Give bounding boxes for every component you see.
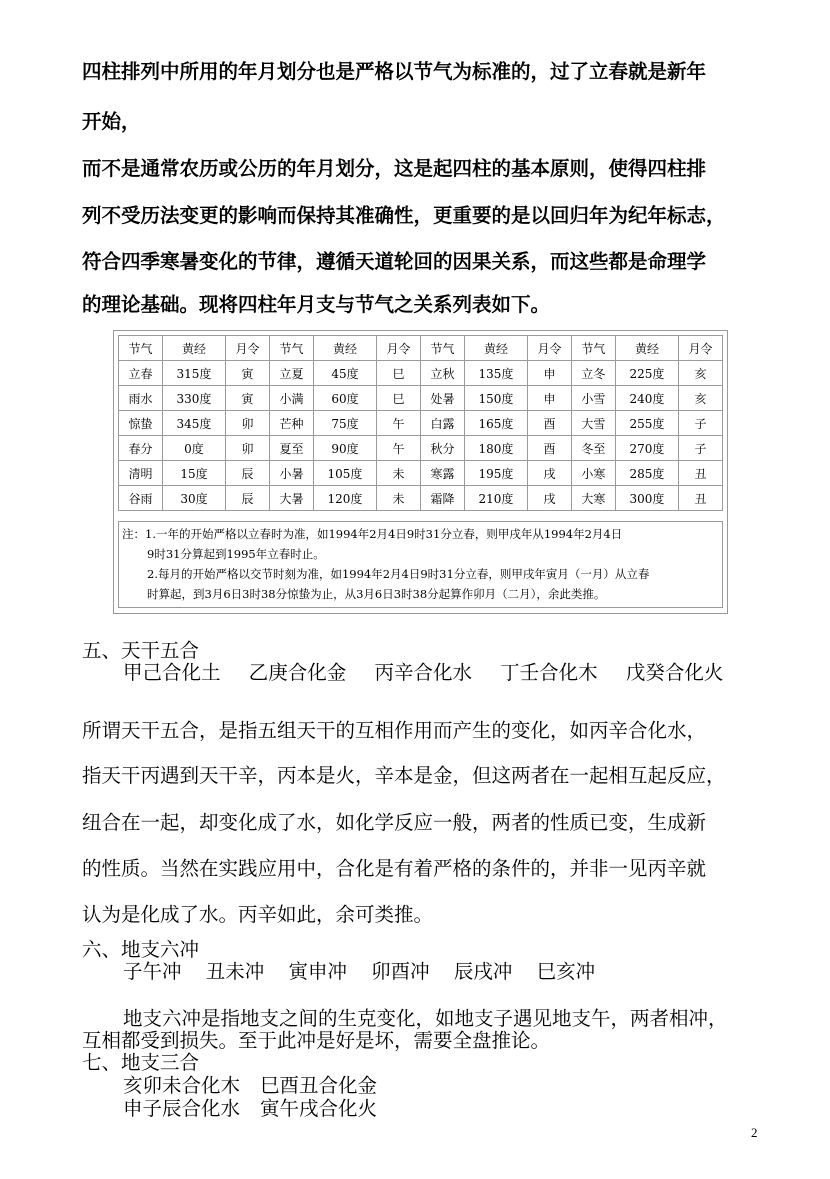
table-cell: 白露 (420, 411, 464, 436)
table-row (119, 486, 723, 511)
table-cell: 申 (528, 361, 572, 386)
clash-item: 丑未冲 (205, 960, 265, 983)
table-cell: 小雪 (571, 386, 615, 411)
table-cell: 225度 (615, 361, 678, 386)
combination-item: 丁壬合化木 (500, 661, 598, 684)
solar-term-table-box (113, 330, 728, 614)
table-cell: 15度 (162, 461, 225, 486)
paragraph-line: 纽合在一起，却变化成了水，如化学反应一般，两者的性质已变，生成新 (82, 811, 707, 834)
table-cell: 午 (377, 411, 421, 436)
paragraph-line: 指天干丙遇到天干辛，丙本是火，辛本是金，但这两者在一起相互起反应， (82, 764, 726, 787)
table-cell: 子 (678, 411, 722, 436)
table-note-line: 时算起，到3月6日3时38分惊蛰为止，从3月6日3时38分起算作卯月（二月），余此类推。 (147, 587, 606, 601)
combination-item: 寅午戌合化火 (260, 1097, 378, 1120)
table-cell: 330度 (162, 386, 225, 411)
table-cell: 195度 (464, 461, 527, 486)
table-cell: 75度 (313, 411, 376, 436)
table-cell: 90度 (313, 436, 376, 461)
table-cell: 300度 (615, 486, 678, 511)
table-cell: 秋分 (420, 436, 464, 461)
table-cell: 255度 (615, 411, 678, 436)
table-cell: 处暑 (420, 386, 464, 411)
table-header: 节气 (420, 336, 464, 361)
table-header: 节气 (269, 336, 313, 361)
paragraph-line: 而不是通常农历或公历的年月划分，这是起四柱的基本原则，使得四柱排 (82, 157, 707, 180)
table-cell: 卯 (226, 411, 270, 436)
table-cell: 芒种 (269, 411, 313, 436)
table-cell: 150度 (464, 386, 527, 411)
table-cell: 巳 (377, 361, 421, 386)
combination-item: 巳酉丑合化金 (260, 1074, 378, 1097)
paragraph-line: 地支六冲是指地支之间的生克变化，如地支子遇见地支午，两者相冲， (123, 1007, 728, 1030)
table-cell: 315度 (162, 361, 225, 386)
table-cell: 子 (678, 436, 722, 461)
combination-item: 亥卯未合化木 (123, 1074, 241, 1097)
section-heading: 五、天干五合 (82, 639, 200, 662)
table-cell: 大寒 (571, 486, 615, 511)
table-header: 黄经 (464, 336, 527, 361)
table-row (119, 436, 723, 461)
table-cell: 巳 (377, 386, 421, 411)
table-cell: 雨水 (119, 386, 163, 411)
table-cell: 180度 (464, 436, 527, 461)
table-cell: 丑 (678, 461, 722, 486)
table-cell: 惊蛰 (119, 411, 163, 436)
clash-item: 寅申冲 (288, 960, 347, 983)
table-note-line: 9时31分算起到1995年立春时止。 (147, 547, 325, 561)
section-heading: 六、地支六冲 (82, 938, 200, 961)
table-cell: 夏至 (269, 436, 313, 461)
clash-item: 卯酉冲 (371, 960, 430, 983)
combination-item: 戊癸合化火 (625, 661, 724, 684)
table-cell: 清明 (119, 461, 163, 486)
table-row (119, 461, 723, 486)
table-cell: 小满 (269, 386, 313, 411)
table-cell: 卯 (226, 436, 270, 461)
table-cell: 小暑 (269, 461, 313, 486)
paragraph-line: 符合四季寒暑变化的节律，遵循天道轮回的因果关系，而这些都是命理学 (82, 250, 707, 273)
table-row (119, 361, 723, 386)
table-cell: 寒露 (420, 461, 464, 486)
table-cell: 冬至 (571, 436, 615, 461)
table-cell: 30度 (162, 486, 225, 511)
table-cell: 辰 (226, 486, 270, 511)
table-cell: 165度 (464, 411, 527, 436)
paragraph-line: 开始， (82, 110, 141, 133)
paragraph-line: 的理论基础。现将四柱年月支与节气之关系列表如下。 (82, 293, 551, 316)
table-cell: 240度 (615, 386, 678, 411)
table-cell: 戌 (528, 461, 572, 486)
table-cell: 大暑 (269, 486, 313, 511)
table-header: 月令 (528, 336, 572, 361)
table-header: 节气 (119, 336, 163, 361)
table-notes (118, 521, 723, 608)
table-cell: 立春 (119, 361, 163, 386)
table-cell: 丑 (678, 486, 722, 511)
table-header-row (119, 336, 723, 361)
paragraph-line: 所谓天干五合，是指五组天干的互相作用而产生的变化，如丙辛合化水， (82, 719, 707, 742)
section-heading: 七、地支三合 (82, 1051, 200, 1074)
table-cell: 0度 (162, 436, 225, 461)
clash-item: 子午冲 (123, 960, 182, 983)
table-cell: 霜降 (420, 486, 464, 511)
table-cell: 210度 (464, 486, 527, 511)
paragraph-line: 列不受历法变更的影响而保持其准确性，更重要的是以回归年为纪年标志， (82, 204, 726, 227)
table-cell: 45度 (313, 361, 376, 386)
table-cell: 未 (377, 486, 421, 511)
paragraph-line: 互相都受到损失。至于此冲是好是坏，需要全盘推论。 (82, 1029, 551, 1052)
combination-item: 丙辛合化水 (374, 661, 472, 684)
heavenly-combinations (123, 663, 745, 683)
table-cell: 立夏 (269, 361, 313, 386)
table-cell: 申 (528, 386, 572, 411)
combination-item: 申子辰合化水 (123, 1097, 241, 1120)
table-header: 节气 (571, 336, 615, 361)
table-cell: 辰 (226, 461, 270, 486)
table-cell: 345度 (162, 411, 225, 436)
paragraph-line: 认为是化成了水。丙辛如此，余可类推。 (82, 903, 434, 926)
table-row (119, 386, 723, 411)
paragraph-line: 的性质。当然在实践应用中，合化是有着严格的条件的，并非一见丙辛就 (82, 857, 707, 880)
table-cell: 135度 (464, 361, 527, 386)
table-cell: 立冬 (571, 361, 615, 386)
earthly-clashes (123, 962, 613, 982)
table-row (119, 411, 723, 436)
table-cell: 285度 (615, 461, 678, 486)
table-header: 黄经 (162, 336, 225, 361)
table-cell: 春分 (119, 436, 163, 461)
table-cell: 酉 (528, 436, 572, 461)
table-cell: 寅 (226, 386, 270, 411)
table-note-line: 2.每月的开始严格以交节时刻为准，如1994年2月4日9时31分立春，则甲戌年寅月（一月）从立春 (147, 567, 650, 581)
clash-item: 辰戌冲 (453, 960, 513, 983)
table-header: 月令 (377, 336, 421, 361)
table-note-line: 注：1.一年的开始严格以立春时为准，如1994年2月4日9时31分立春，则甲戌年从1994年2月4日 (122, 527, 623, 541)
table-header: 月令 (678, 336, 722, 361)
table-cell: 105度 (313, 461, 376, 486)
table-cell: 小寒 (571, 461, 615, 486)
table-header: 黄经 (615, 336, 678, 361)
table-cell: 立秋 (420, 361, 464, 386)
paragraph-line: 四柱排列中所用的年月划分也是严格以节气为标准的，过了立春就是新年 (82, 60, 707, 83)
table-cell: 午 (377, 436, 421, 461)
table-cell: 270度 (615, 436, 678, 461)
table-cell: 亥 (678, 361, 722, 386)
table-cell: 谷雨 (119, 486, 163, 511)
table-header: 黄经 (313, 336, 376, 361)
triple-combo-row (123, 1076, 377, 1096)
table-cell: 120度 (313, 486, 376, 511)
table-cell: 酉 (528, 411, 572, 436)
combination-item: 乙庚合化金 (248, 661, 347, 684)
combination-item: 甲己合化土 (123, 661, 221, 684)
table-cell: 60度 (313, 386, 376, 411)
table-cell: 戌 (528, 486, 572, 511)
page-number: 2 (751, 1125, 758, 1140)
table-cell: 未 (377, 461, 421, 486)
table-cell: 大雪 (571, 411, 615, 436)
solar-term-table (118, 335, 723, 511)
table-header: 月令 (226, 336, 270, 361)
table-cell: 亥 (678, 386, 722, 411)
clash-item: 巳亥冲 (536, 960, 596, 983)
triple-combo-row (123, 1099, 377, 1119)
table-cell: 寅 (226, 361, 270, 386)
